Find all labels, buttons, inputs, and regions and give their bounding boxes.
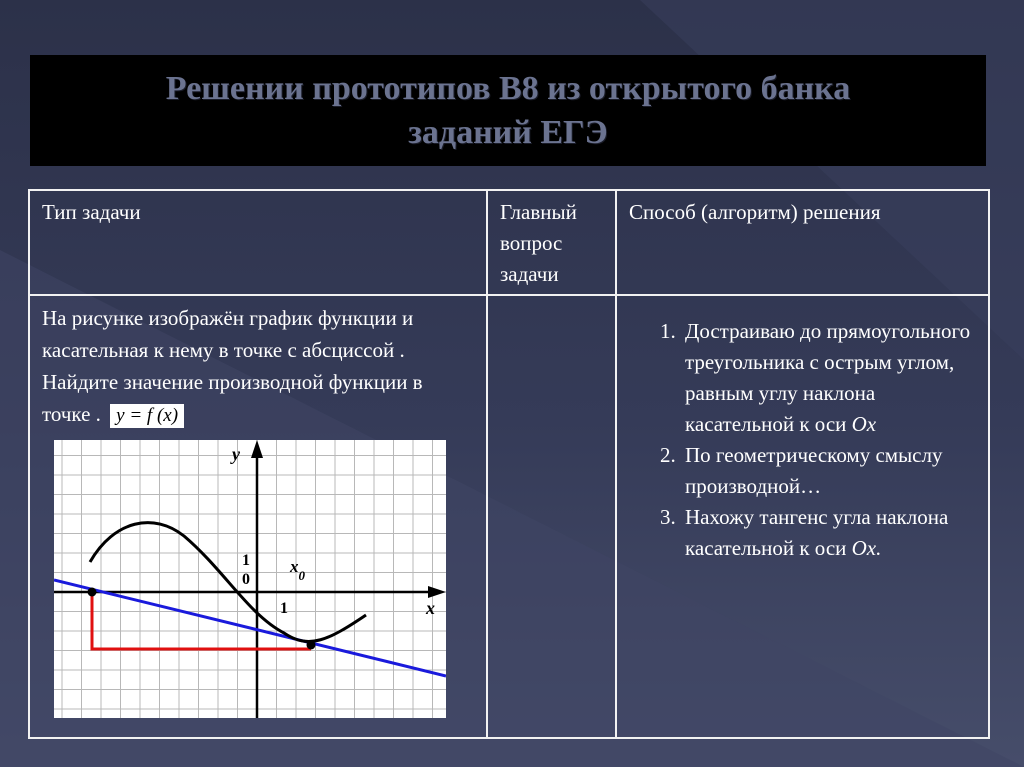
task-text: На рисунке изображён график функции и касательная к нему в точке с абсциссой . Найдите значение производной функции в точке . (42, 306, 423, 426)
table-header-row (29, 190, 989, 295)
right-triangle-legs (92, 592, 311, 649)
solution-steps (629, 316, 978, 564)
task-description (42, 302, 476, 430)
x-axis (54, 586, 446, 598)
x-axis-arrow-icon (428, 586, 446, 598)
title-line-1: Решении прототипов В8 из открытого банка (165, 69, 851, 107)
task-cell (29, 295, 487, 738)
question-cell (487, 295, 616, 738)
y-axis-arrow-icon (251, 440, 263, 458)
function-formula: y = f (x) (110, 404, 184, 428)
list-item: 2. По геометрическому смыслу производной… (681, 440, 978, 502)
title-banner (30, 55, 986, 166)
point-on-axis (88, 588, 97, 597)
function-graph (54, 440, 446, 718)
unit-y-label: 1 (242, 552, 250, 569)
solution-table (28, 189, 990, 739)
y-axis-label: y (232, 444, 240, 464)
list-item: 1. Достраиваю до прямоугольного треугольника с острым углом, равным углу наклона касательной к оси Ox (681, 316, 978, 440)
tangent-point (307, 641, 316, 650)
method-cell (616, 295, 989, 738)
page-title (166, 67, 850, 155)
header-solution-method: Способ (алгоритм) решения (616, 190, 989, 295)
tangent-line (54, 580, 446, 676)
origin-label: 0 (242, 571, 250, 588)
graph-grid (54, 440, 446, 718)
y-axis (251, 440, 263, 718)
table-row (29, 295, 989, 738)
header-main-question: Главный вопрос задачи (487, 190, 616, 295)
graph-svg (54, 440, 446, 718)
list-item: 3. Нахожу тангенс угла наклона касательной к оси Ox. (681, 502, 978, 564)
title-line-2: заданий ЕГЭ (408, 113, 608, 151)
x-axis-label: x (426, 598, 435, 618)
header-task-type: Тип задачи (29, 190, 487, 295)
unit-x-label: 1 (280, 600, 288, 617)
x0-label: $x_0$ (290, 557, 305, 583)
